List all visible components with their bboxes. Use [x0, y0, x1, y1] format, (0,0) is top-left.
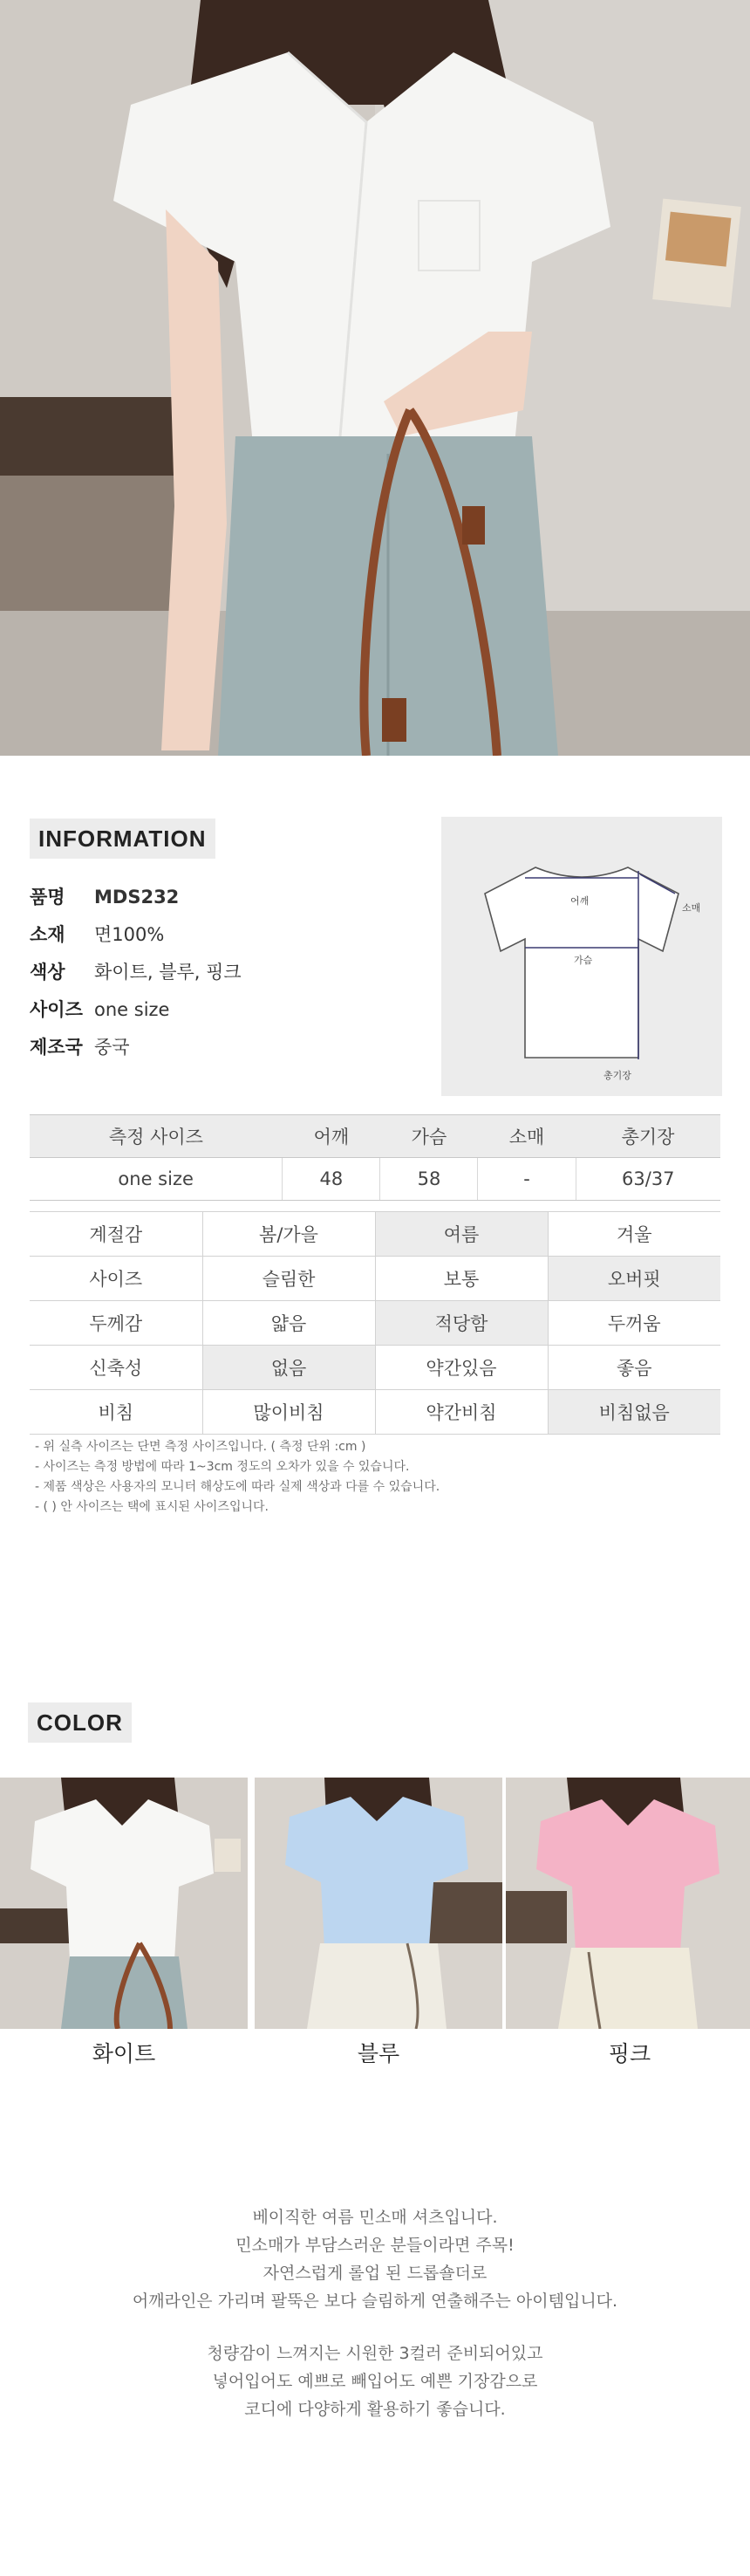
note-line: - ( ) 안 사이즈는 택에 표시된 사이즈입니다.	[35, 1500, 269, 1514]
attribute-option-selected: 오버핏	[548, 1257, 720, 1301]
diagram-label-length: 총기장	[603, 1070, 631, 1081]
size-header-cell: 가슴	[380, 1115, 478, 1158]
attribute-option-selected: 없음	[202, 1346, 375, 1390]
attribute-option: 얇음	[202, 1301, 375, 1346]
table-row	[30, 1346, 720, 1390]
description-line: 넣어입어도 예쁘로 빼입어도 예쁜 기장감으로	[212, 2372, 538, 2391]
table-row	[30, 1301, 720, 1346]
size-header-cell: 소매	[478, 1115, 576, 1158]
attribute-name: 계절감	[30, 1212, 202, 1257]
diagram-label-chest: 가슴	[574, 955, 593, 966]
table-row	[30, 1390, 720, 1435]
attribute-option: 두꺼움	[548, 1301, 720, 1346]
info-label: 소재	[30, 924, 65, 945]
color-label-blue: 블루	[357, 2041, 400, 2066]
attribute-option: 겨울	[548, 1212, 720, 1257]
attribute-option: 봄/가을	[202, 1212, 375, 1257]
color-title: COLOR	[28, 1702, 132, 1743]
size-cell: 58	[380, 1158, 478, 1201]
size-header-cell: 총기장	[576, 1115, 720, 1158]
attribute-option: 보통	[375, 1257, 548, 1301]
note-line: - 위 실측 사이즈는 단면 측정 사이즈입니다. ( 측정 단위 :cm )	[35, 1440, 366, 1454]
color-photo-pink	[506, 1778, 750, 2029]
info-row-size	[30, 997, 431, 1023]
info-value: one size	[94, 999, 170, 1020]
info-row-color	[30, 959, 431, 985]
info-label: 색상	[30, 962, 65, 983]
size-header-cell: 측정 사이즈	[30, 1115, 283, 1158]
size-cell: 63/37	[576, 1158, 720, 1201]
information-title: INFORMATION	[30, 819, 215, 859]
attribute-option-selected: 비침없음	[548, 1390, 720, 1435]
description-line: 청량감이 느껴지는 시원한 3컬러 준비되어있고	[207, 2344, 543, 2363]
info-value: 화이트, 블루, 핑크	[94, 962, 242, 983]
attribute-option: 약간비침	[375, 1390, 548, 1435]
color-photo-white	[0, 1778, 248, 2029]
description-line: 코디에 다양하게 활용하기 좋습니다.	[244, 2400, 506, 2419]
description-line: 어깨라인은 가리며 팔뚝은 보다 슬림하게 연출해주는 아이템입니다.	[132, 2292, 618, 2311]
attribute-name: 신축성	[30, 1346, 202, 1390]
size-cell: -	[478, 1158, 576, 1201]
info-label: 제조국	[30, 1037, 83, 1058]
description-line: 베이직한 여름 민소매 셔츠입니다.	[252, 2208, 498, 2227]
info-row-product-name	[30, 884, 431, 910]
size-cell: 48	[283, 1158, 380, 1201]
attribute-name: 비침	[30, 1390, 202, 1435]
info-row-origin	[30, 1034, 431, 1060]
diagram-label-shoulder: 어깨	[570, 895, 590, 907]
attribute-option-selected: 여름	[375, 1212, 548, 1257]
size-notes	[35, 1437, 715, 1518]
description-paragraph-2	[70, 2340, 680, 2423]
size-table	[30, 1114, 720, 1201]
size-header-cell: 어깨	[283, 1115, 380, 1158]
table-row	[30, 1158, 720, 1201]
table-row	[30, 1257, 720, 1301]
measurement-diagram	[441, 817, 722, 1096]
diagram-label-sleeve: 소매	[682, 902, 701, 914]
info-value: 중국	[94, 1037, 130, 1058]
note-line: - 사이즈는 측정 방법에 따라 1~3cm 정도의 오차가 있을 수 있습니다.	[35, 1460, 410, 1474]
note-line: - 제품 색상은 사용자의 모니터 해상도에 따라 실제 색상과 다를 수 있습니다.	[35, 1480, 440, 1494]
description-paragraph-1	[70, 2203, 680, 2315]
size-cell: one size	[30, 1158, 283, 1201]
table-row	[30, 1212, 720, 1257]
attribute-name: 두께감	[30, 1301, 202, 1346]
attribute-option: 좋음	[548, 1346, 720, 1390]
description-line: 자연스럽게 롤업 된 드롭숄더로	[262, 2264, 488, 2283]
description-line: 민소매가 부담스러운 분들이라면 주목!	[235, 2236, 515, 2255]
color-photo-blue	[255, 1778, 502, 2029]
attribute-option: 슬림한	[202, 1257, 375, 1301]
attribute-name: 사이즈	[30, 1257, 202, 1301]
info-value: 면100%	[94, 924, 165, 945]
info-label: 품명	[30, 887, 65, 908]
attribute-table	[30, 1211, 720, 1435]
color-label-white: 화이트	[92, 2041, 156, 2066]
size-table-header	[30, 1115, 720, 1158]
product-hero-photo	[0, 0, 750, 756]
info-label: 사이즈	[30, 999, 83, 1020]
attribute-option: 약간있음	[375, 1346, 548, 1390]
attribute-option-selected: 적당함	[375, 1301, 548, 1346]
attribute-option: 많이비침	[202, 1390, 375, 1435]
color-label-pink: 핑크	[608, 2041, 651, 2066]
info-value: MDS232	[94, 887, 180, 908]
info-row-material	[30, 921, 431, 948]
